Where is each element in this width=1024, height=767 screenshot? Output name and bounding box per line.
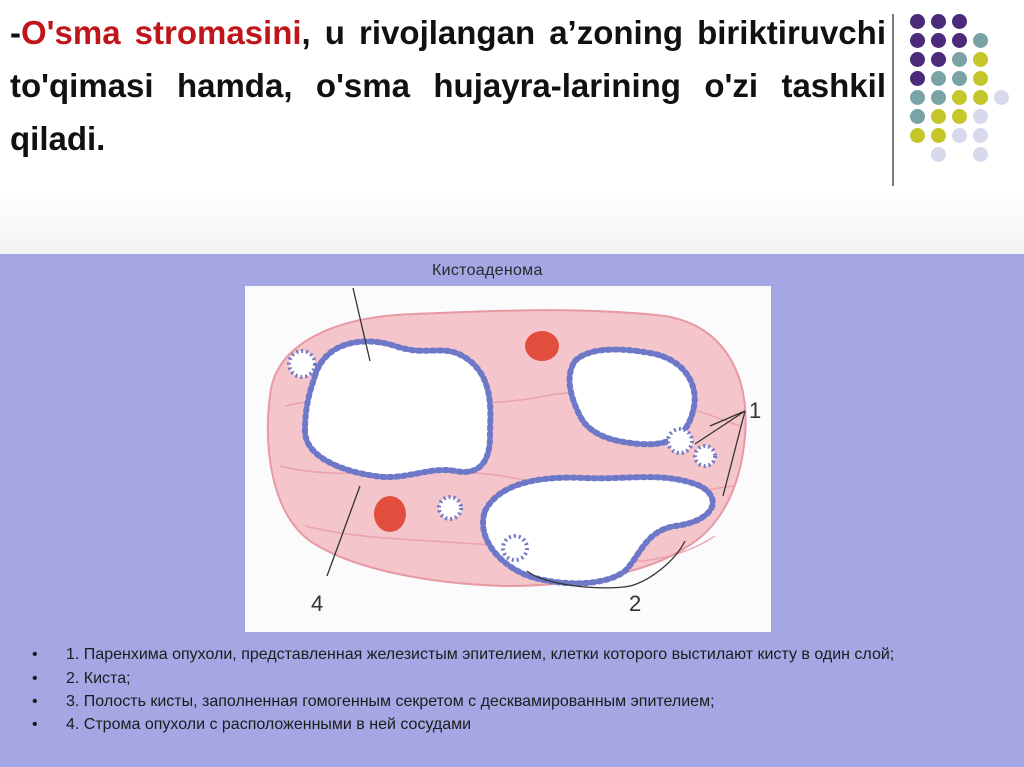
legend-text: 1. Паренхима опухоли, представленная железистым эпителием, клетки которого выстилают кисту в один слой;	[66, 646, 895, 663]
decorative-dot	[910, 90, 925, 105]
decorative-dot	[952, 109, 967, 124]
decorative-dot	[910, 33, 925, 48]
small-gland	[695, 446, 715, 466]
decorative-dot	[910, 128, 925, 143]
legend-text: 4. Строма опухоли с расположенными в ней сосудами	[66, 716, 472, 733]
decorative-dot	[910, 52, 925, 67]
blood-vessel	[374, 496, 406, 532]
decorative-dot	[973, 147, 988, 162]
bullet-icon: •	[32, 716, 38, 733]
decorative-dot	[952, 33, 967, 48]
figure-title: Кистоаденома	[432, 262, 543, 279]
decorative-dot	[931, 71, 946, 86]
bullet-icon: •	[32, 670, 38, 687]
decorative-dot	[910, 14, 925, 29]
decorative-dot	[910, 109, 925, 124]
legend-item	[28, 645, 1008, 665]
decorative-dot	[973, 52, 988, 67]
figure-label-1: 1	[749, 398, 762, 423]
small-gland	[439, 497, 461, 519]
figure-label-2: 2	[629, 591, 642, 616]
decorative-dot	[952, 90, 967, 105]
small-gland	[503, 536, 527, 560]
decorative-dot	[973, 109, 988, 124]
legend-text: 2. Киста;	[66, 670, 131, 687]
cystadenoma-drawing	[245, 286, 771, 632]
decorative-dot	[994, 90, 1009, 105]
decorative-dot	[931, 52, 946, 67]
decorative-dot	[910, 71, 925, 86]
legend-item	[28, 669, 1008, 689]
decorative-dot	[973, 128, 988, 143]
legend-item	[28, 715, 1008, 735]
figure-legend	[28, 645, 1008, 738]
figure-label-4: 4	[311, 591, 324, 616]
heading-dash: -	[10, 14, 21, 51]
heading-body-text: , u rivojlangan a’zoning biriktiruvchi to'qimasi hamda, o'sma hujayra-larining o'zi tashkil qiladi.	[10, 14, 886, 157]
decorative-dot	[952, 14, 967, 29]
blood-vessel	[525, 331, 559, 361]
decorative-dot	[931, 14, 946, 29]
decorative-dot	[952, 71, 967, 86]
decorative-dot	[931, 33, 946, 48]
decorative-dot	[973, 71, 988, 86]
decorative-dot	[931, 128, 946, 143]
legend-item	[28, 692, 1008, 712]
small-gland	[289, 351, 315, 377]
legend-text: 3. Полость кисты, заполненная гомогенным секретом с десквамированным эпителием;	[66, 693, 715, 710]
heading-accent-term: O'sma stromasini	[21, 14, 302, 51]
decorative-dot	[973, 90, 988, 105]
decorative-dot-grid	[0, 0, 1024, 200]
histology-illustration	[245, 286, 771, 632]
header-fade	[0, 190, 1024, 254]
decorative-dot	[931, 90, 946, 105]
decorative-dot	[931, 147, 946, 162]
decorative-dot	[973, 33, 988, 48]
decorative-dot	[952, 52, 967, 67]
bullet-icon: •	[32, 646, 38, 663]
decorative-dot	[952, 128, 967, 143]
cyst-left	[305, 341, 490, 477]
bullet-icon: •	[32, 693, 38, 710]
decorative-dot	[931, 109, 946, 124]
small-gland	[668, 429, 692, 453]
